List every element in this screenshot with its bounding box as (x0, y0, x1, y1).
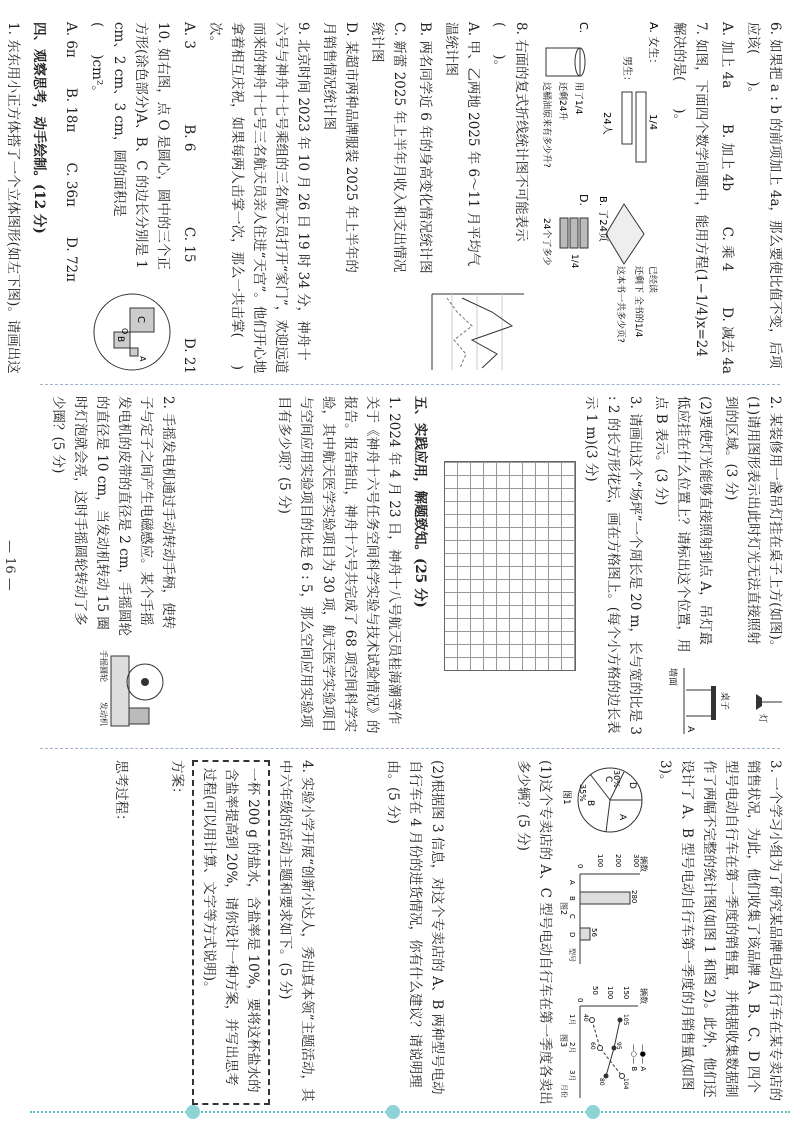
svg-text:1月: 1月 (568, 1014, 576, 1026)
question-10-block (56, 22, 174, 374)
question-5-2: 2. 手摇发电机通过手动转动手柄，使转子与定子之间产生电磁感应。某个手摇发电机的皮带的直径是 2 cm，手摇圆轮的直径是 10 cm，当发动机转动 15 圈时灯泡就会亮，这时手摇圆轮转动了多少圈？(5 分) (50, 396, 176, 637)
question-4-1: 1. 东东用小正方体搭了一个立体图形(如左下图)。请画出这 (5, 22, 21, 374)
grid-rectangle[interactable] (444, 461, 576, 671)
option-a: A. 甲、乙两地 2025 年 6～11 月平均气温统计图 (443, 22, 481, 267)
figure-8-line-chart (422, 284, 532, 374)
section-4-heading: 四、观察思考，动手绘制。(12 分) (31, 22, 47, 234)
fig7b-note: 已经读 (647, 266, 657, 294)
option-a: A. 6π (63, 22, 79, 58)
lamp-icon (756, 694, 762, 710)
svg-text:80: 80 (598, 1078, 605, 1086)
svg-text:40: 40 (582, 1014, 589, 1022)
option-c: C. 15 (181, 226, 197, 263)
figure-7d (536, 194, 594, 354)
svg-text:A: A (568, 880, 576, 885)
svg-text:104: 104 (622, 1078, 629, 1090)
svg-text:150: 150 (622, 986, 630, 1000)
svg-text:B: B (115, 336, 125, 343)
plan-label: 方案： (169, 760, 185, 801)
option-d: D. 减去 4a (719, 307, 735, 374)
divider (40, 748, 780, 749)
svg-text:桌子: 桌子 (719, 692, 729, 711)
fig7c-label: C. (577, 22, 590, 34)
margin-bubble (586, 1105, 600, 1119)
question-2: 2. 某装修用一盏吊灯挂在桌子上方(如图)。(1)请用图形表示出此时灯光无法直接照射到的区域。(3 分) (723, 396, 783, 654)
option-b: B. 18π (63, 87, 79, 133)
svg-text:墙面: 墙面 (667, 668, 677, 687)
svg-text:A: A (138, 356, 147, 362)
option-b: B. 两名同学近 6 年的身高变化情况统计图 (417, 22, 433, 274)
svg-text:200: 200 (614, 854, 622, 868)
question-7-figures (598, 22, 664, 374)
fig7a-frac: 1/4 (647, 114, 658, 131)
figure-1-pie (560, 760, 650, 840)
bar-b (580, 892, 630, 904)
series-line-1 (462, 298, 512, 368)
svg-text:35%: 35% (578, 784, 587, 802)
svg-text:A: A (685, 726, 695, 733)
option-d: D. 某超市两种品牌服装 2025 年上半年的月销售情况统计图 (321, 22, 359, 273)
svg-text:O: O (120, 328, 129, 335)
activity-box: 一杯 200 g 的盐水，含盐率是 10%，要将这杯盐水的含盐率提高到 20%，请你设计一种方案，并写出思考过程(可以用计算、文字等方式说明)。 (192, 760, 270, 1105)
question-2-part2: (2)要使灯光能够直接照射到点 A，吊灯最低应挂在什么位置上？请标出这个位置，用点 B 表示。(3 分) (653, 396, 713, 653)
thinking-label: 思考过程： (113, 760, 129, 828)
svg-text:图2: 图2 (559, 902, 568, 916)
svg-text:C: C (603, 776, 613, 783)
svg-text:辆数: 辆数 (639, 856, 648, 872)
question-3-part2: (2)根据图 3 信息，对这个专卖店的 A、B 两种型号电动自行车在 4 月份的进货情况，你有什么建议？请说明理由。(5 分) (385, 760, 445, 1095)
svg-text:3月: 3月 (568, 1070, 576, 1082)
margin-dotted-line (30, 1111, 790, 1113)
question-3-stats: 3. 一个学习小组为了研究某品牌电动自行车在某专卖店的销售状况，为此，他们收集了该品牌 A、B、C、D 四个型号电动自行车在第一季度的销售量，并根据收集数据制作了两幅不完整的统计图(如图 1 和图 2)。此外，他们还设计了 A、B 型号电动自行车第一季度的月销售量(如图 3)。 (657, 760, 783, 1102)
book-icon (606, 204, 644, 264)
figure-3-line (560, 984, 650, 1104)
fig7c-text: 这桶油原来有多少升? (541, 82, 551, 168)
question-5-2-block (43, 396, 179, 736)
section-5-heading: 五、实践应用，解题致知。(25 分) (412, 396, 428, 608)
stat-figures (560, 760, 650, 1105)
question-8-block (314, 22, 532, 374)
option-a: A. 3 (181, 22, 197, 49)
question-4: 4. 实验小学开展“创新小达人，秀出真本领”主题活动，其中六年级的活动主题和要求如下。(5 分) (277, 760, 315, 1102)
option-d: D. 72π (63, 236, 79, 282)
figure-2-bar (560, 852, 650, 972)
option-c: C. 36π (63, 162, 79, 207)
svg-text:—●— A: —●— A (639, 1044, 647, 1072)
question-10: 10. 如右图，点 O 是圆心，圆中的三个正方形(涂色部分)A、B、C 的边长分别是 1 cm、2 cm、3 cm，圆的面积是( )cm²。 (89, 22, 171, 270)
fig7d-label: D. (577, 194, 590, 206)
svg-text:50: 50 (591, 986, 599, 995)
svg-text:30%: 30% (612, 770, 621, 788)
column-middle (16, 396, 786, 736)
table-top (711, 686, 716, 720)
bar-d (580, 928, 590, 940)
svg-text:56: 56 (590, 928, 598, 937)
option-b: B. 加上 4b (719, 123, 735, 191)
svg-text:图1: 图1 (561, 790, 571, 805)
figure-7c (536, 22, 594, 182)
svg-text:B: B (568, 896, 576, 901)
svg-text:0: 0 (576, 864, 584, 869)
svg-text:—○— B: —○— B (630, 1044, 638, 1072)
svg-text:2月: 2月 (568, 1042, 576, 1054)
svg-text:105: 105 (622, 1014, 629, 1026)
fig7b-frac: 还剩下 全书的1/4 (633, 266, 643, 338)
option-b: B. 6 (181, 124, 197, 152)
svg-text:D: D (627, 782, 637, 789)
fig7c-top: 用了1/4 (573, 82, 583, 115)
column-left (5, 22, 786, 374)
svg-text:辆数: 辆数 (639, 988, 648, 1004)
question-9-options (178, 22, 200, 374)
svg-text:型号: 型号 (568, 948, 576, 962)
svg-text:B: B (585, 800, 595, 807)
svg-text:发动机: 发动机 (99, 702, 108, 726)
series-line-2 (447, 298, 472, 368)
svg-text:图3: 图3 (559, 1034, 568, 1048)
figure-lamp (666, 666, 786, 736)
fig7c-rest: 还剩24升 (557, 82, 567, 121)
divider (40, 384, 780, 385)
svg-text:100: 100 (606, 986, 614, 1000)
question-8: 8. 右面的复式折线统计图不可能表示( )。 (491, 22, 529, 242)
option-c: C. 乘 4 (719, 226, 735, 272)
question-10-options (60, 22, 82, 282)
fig7a-boy: 男生： (621, 56, 632, 86)
column-right (16, 760, 786, 1105)
fig7a-bar-girl (636, 92, 646, 162)
svg-text:C: C (135, 316, 146, 323)
fig7a-bar-boy (622, 92, 632, 144)
margin-bubble (186, 1105, 200, 1119)
question-6: 6. 如果把 a : b 的前项加上 4a，那么要使比值不变，后项应该( )。 (745, 22, 783, 369)
svg-text:月份: 月份 (560, 1084, 568, 1098)
figure-7a (598, 22, 664, 182)
question-3-part1: (1)这个专卖店的 A、C 型号电动自行车在第一季度各卖出多少辆？(5 分) (515, 760, 553, 1105)
option-d: D. 21 (181, 337, 197, 374)
svg-text:60: 60 (589, 1042, 596, 1050)
svg-text:280: 280 (630, 890, 638, 904)
fig7b-label: B. 了24页 (597, 196, 608, 242)
fig7d-mid: 1/4 (569, 254, 579, 269)
svg-text:100: 100 (596, 854, 604, 868)
question-6-options (716, 22, 738, 374)
generator-figure (99, 646, 179, 736)
generator-icon (129, 708, 149, 724)
option-a: A. 加上 4a (719, 22, 735, 89)
figure-7b (598, 194, 664, 364)
fig7a-label: A. 女生： (647, 22, 660, 70)
svg-text:C: C (568, 914, 576, 919)
fig7a-total: 24人 (601, 112, 612, 135)
svg-text:D: D (568, 932, 576, 938)
svg-text:A: A (617, 814, 627, 821)
question-2-block (646, 396, 786, 736)
margin-bubble (386, 1105, 400, 1119)
question-5-1: 1. 2024 年 4 月 23 日，神舟十八号航天员桂海潮等作关于《神舟十六号任务空间科学实验与技术试验情况》的报告。报告指出，神舟十六号共完成了 68 项空间科学实验，其中航天医学实验项目为 30 项，航天医学实验项目与空间应用实验项目的比是 6 : 5，那么空间应用实验项目有多少项？(5 分) (276, 396, 402, 734)
fig7b-rest: 这本书一共多少页? (615, 266, 625, 343)
figure-10-circle (90, 290, 174, 374)
option-c: C. 新蕾 2025 年上半年月收入和支出情况统计图 (369, 22, 407, 273)
question-7-figures-2 (536, 22, 594, 374)
svg-text:手摇圆轮: 手摇圆轮 (99, 650, 108, 682)
fig7d-text: 24个了多少 (541, 218, 551, 266)
svg-text:0: 0 (576, 998, 584, 1003)
square-a (130, 348, 138, 356)
question-3: 3. 请画出这个“场坪”一个周长是 20 m，长与宽的比是 3 : 2 的长方形花坛，画在方格图上。(每个小方格的边长表示 1 m)(3 分) (583, 396, 643, 735)
question-7: 7. 如图，下面四个数学问题中，能用方程(1−1/4)x=24 解决的是( )。 (671, 22, 709, 357)
svg-text:95: 95 (615, 1042, 622, 1050)
svg-text:300: 300 (632, 854, 640, 868)
question-9: 9. 北京时间 2023 年 10 月 26 日 19 时 34 分，神舟十六号与神舟十七号乘组的三名航天员打开“家门”，欢迎远道而来的神舟十七号三名航天员亲人住进“天宫”。他们开心地拿着相互庆祝，如果每两人击掌一次，那么一共击掌( )次。 (207, 22, 311, 374)
page-number: — 16 — (2, 540, 17, 591)
svg-text:灯: 灯 (757, 714, 767, 724)
